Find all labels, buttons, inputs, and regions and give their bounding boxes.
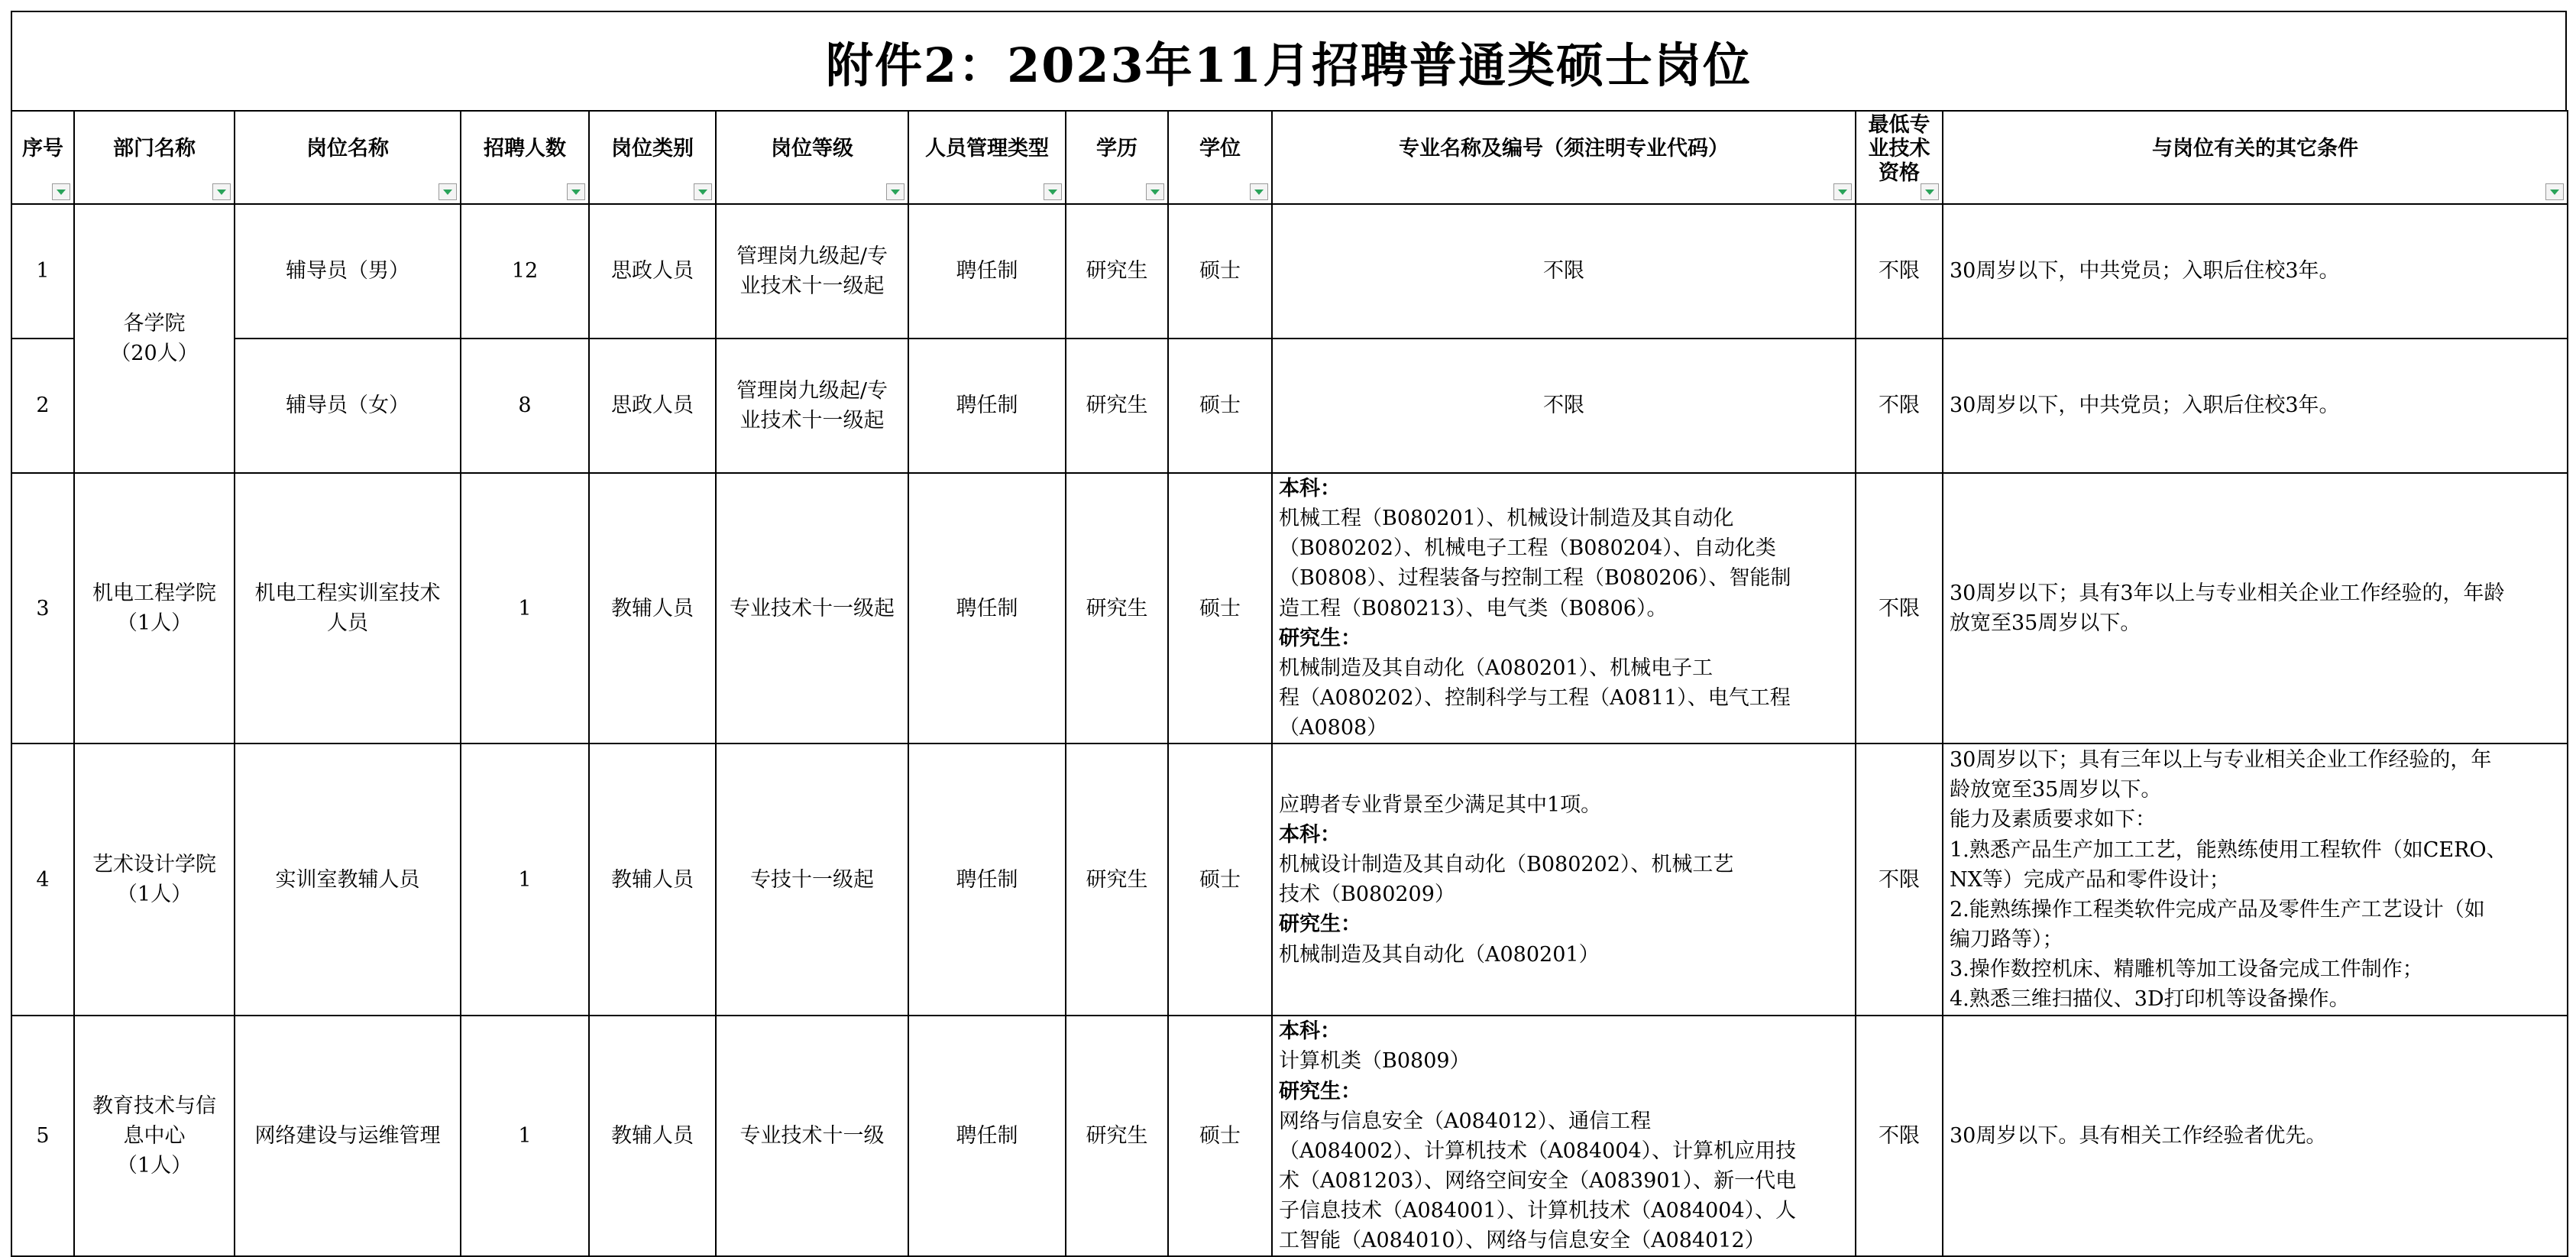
department-cell-line: （1人） <box>116 1154 193 1178</box>
department-cell-line: 机电工程学院 <box>92 581 216 605</box>
row-number: 3 <box>11 473 74 744</box>
education-cell: 研究生 <box>1066 339 1168 473</box>
qualification-cell: 不限 <box>1856 1016 1943 1256</box>
major-text: （A0808） <box>1279 716 1388 740</box>
major-text: 造工程（B080213）、电气类（B0806）。 <box>1279 596 1668 620</box>
category-cell: 思政人员 <box>589 339 716 473</box>
major-line <box>1279 256 1849 286</box>
management-type-cell: 聘任制 <box>908 204 1066 339</box>
level-cell: 专技十一级起 <box>716 744 908 1016</box>
major-level-label: 研究生： <box>1279 912 1361 937</box>
degree-cell: 硕士 <box>1168 339 1272 473</box>
other-conditions-cell-line: 30周岁以下，中共党员；入职后住校3年。 <box>1950 259 2340 283</box>
header-label: 序号 <box>22 137 63 161</box>
filter-dropdown-icon[interactable] <box>567 183 585 200</box>
level-cell-line: 管理岗九级起/专 <box>736 378 888 403</box>
row-number: 1 <box>11 204 74 339</box>
header-min-qualification <box>1856 111 1943 204</box>
major-text: 程（A080202）、控制科学与工程（A0811）、电气工程 <box>1279 685 1791 710</box>
major-line <box>1279 880 1849 909</box>
education-cell: 研究生 <box>1066 204 1168 339</box>
major-cell <box>1272 744 1856 1016</box>
qualification-cell: 不限 <box>1856 339 1943 473</box>
table-row <box>11 204 2568 339</box>
other-conditions-cell-line: 2.能熟练操作工程类软件完成产品及零件生产工艺设计（如 <box>1950 897 2485 922</box>
level-cell-line: 业技术十一级起 <box>739 409 885 432</box>
level-cell: 专业技术十一级 <box>716 1016 908 1256</box>
count-cell: 12 <box>461 204 589 339</box>
major-line <box>1279 1226 1849 1255</box>
major-text: 不限 <box>1543 259 1584 283</box>
header-label: 学位 <box>1199 137 1241 161</box>
level-cell <box>716 339 908 473</box>
header-department <box>74 111 235 204</box>
header-label: 岗位类别 <box>611 137 694 161</box>
major-level-label: 研究生： <box>1279 1079 1361 1103</box>
other-conditions-cell-line: 30周岁以下；具有三年以上与专业相关企业工作经验的，年 <box>1950 748 2492 773</box>
header-major <box>1272 111 1856 204</box>
table-body <box>11 204 2568 1256</box>
filter-dropdown-icon[interactable] <box>1921 183 1939 200</box>
major-text: 机械制造及其自动化（A080201）、机械电子工 <box>1279 656 1714 680</box>
major-text: 应聘者专业背景至少满足其中1项。 <box>1279 792 1602 817</box>
other-conditions-cell-line: 龄放宽至35周岁以下。 <box>1950 778 2162 802</box>
department-cell-line: 各学院 <box>123 311 186 335</box>
filter-dropdown-icon[interactable] <box>1250 183 1268 200</box>
position-cell-line: 机电工程实训室技术 <box>254 581 441 605</box>
major-line <box>1279 909 1849 969</box>
row-number: 2 <box>11 339 74 473</box>
major-text: （B080202）、机械电子工程（B080204）、自动化类 <box>1279 536 1776 561</box>
position-cell: 实训室教辅人员 <box>235 744 461 1016</box>
table-row <box>11 339 2568 473</box>
other-conditions-cell-line: 3.操作数控机床、精雕机等加工设备完成工件制作； <box>1950 957 2423 982</box>
category-cell: 教辅人员 <box>589 473 716 744</box>
header-level <box>716 111 908 204</box>
major-text: 机械制造及其自动化（A080201） <box>1279 942 1600 967</box>
major-line <box>1279 1077 1849 1136</box>
filter-dropdown-icon[interactable] <box>2545 183 2564 200</box>
header-label: 人员管理类型 <box>925 137 1049 161</box>
header-no <box>11 111 74 204</box>
degree-cell: 硕士 <box>1168 204 1272 339</box>
position-cell: 网络建设与运维管理 <box>235 1016 461 1256</box>
major-line <box>1279 713 1849 743</box>
department-cell <box>74 473 235 744</box>
positions-table <box>11 110 2568 1257</box>
header-other-conditions <box>1943 111 2568 204</box>
filter-dropdown-icon[interactable] <box>1146 183 1164 200</box>
other-conditions-cell-line: NX等）完成产品和零件设计； <box>1950 867 2230 892</box>
count-cell: 8 <box>461 339 589 473</box>
position-cell: 辅导员（男） <box>235 204 461 339</box>
major-text: 网络与信息安全（A084012）、通信工程 <box>1279 1109 1652 1133</box>
major-line <box>1279 563 1849 593</box>
major-line <box>1279 594 1849 624</box>
department-cell-line: 息中心 <box>123 1124 186 1148</box>
management-type-cell: 聘任制 <box>908 473 1066 744</box>
major-line <box>1279 390 1849 420</box>
department-cell-line: 艺术设计学院 <box>92 853 216 877</box>
table-row <box>11 744 2568 1016</box>
degree-cell: 硕士 <box>1168 744 1272 1016</box>
header-label: 最低专业技术资格 <box>1868 113 1930 185</box>
major-text: （A084002）、计算机技术（A084004）、计算机应用技 <box>1279 1139 1797 1163</box>
department-cell-line: 教育技术与信 <box>92 1094 216 1119</box>
position-cell: 辅导员（女） <box>235 339 461 473</box>
major-text: 技术（B080209） <box>1279 883 1455 907</box>
level-cell-line: 业技术十一级起 <box>739 274 885 298</box>
other-conditions-cell-line: 1.熟悉产品生产加工工艺，能熟练使用工程软件（如CERO、 <box>1950 837 2507 862</box>
other-conditions-cell-line: 30周岁以下。具有相关工作经验者优先。 <box>1950 1124 2327 1148</box>
level-cell: 专业技术十一级起 <box>716 473 908 744</box>
header-category <box>589 111 716 204</box>
department-cell-line: （1人） <box>116 611 193 636</box>
education-cell: 研究生 <box>1066 744 1168 1016</box>
other-conditions-cell-line: 4.熟悉三维扫描仪、3D打印机等设备操作。 <box>1950 987 2350 1012</box>
header-count <box>461 111 589 204</box>
filter-dropdown-icon[interactable] <box>52 183 70 200</box>
row-number: 4 <box>11 744 74 1016</box>
filter-dropdown-icon[interactable] <box>1044 183 1062 200</box>
filter-dropdown-icon[interactable] <box>439 183 457 200</box>
major-line <box>1279 1166 1849 1196</box>
major-line <box>1279 820 1849 880</box>
major-text: 机械工程（B080201）、机械设计制造及其自动化 <box>1279 507 1734 531</box>
education-cell: 研究生 <box>1066 473 1168 744</box>
table-row <box>11 473 2568 744</box>
other-conditions-cell-line: 30周岁以下；具有3年以上与专业相关企业工作经验的，年龄 <box>1950 581 2505 605</box>
degree-cell: 硕士 <box>1168 473 1272 744</box>
count-cell: 1 <box>461 1016 589 1256</box>
header-degree <box>1168 111 1272 204</box>
header-position <box>235 111 461 204</box>
qualification-cell: 不限 <box>1856 204 1943 339</box>
major-level-label: 本科： <box>1279 477 1341 501</box>
management-type-cell: 聘任制 <box>908 744 1066 1016</box>
department-cell-line: （20人） <box>110 342 199 365</box>
qualification-cell: 不限 <box>1856 744 1943 1016</box>
major-cell <box>1272 339 1856 473</box>
row-number: 5 <box>11 1016 74 1256</box>
management-type-cell: 聘任制 <box>908 339 1066 473</box>
major-line <box>1279 1136 1849 1166</box>
count-cell: 1 <box>461 744 589 1016</box>
filter-dropdown-icon[interactable] <box>1833 183 1852 200</box>
major-text: （B0808）、过程装备与控制工程（B080206）、智能制 <box>1279 566 1791 591</box>
header-label: 岗位等级 <box>771 137 853 161</box>
other-conditions-cell-line: 能力及素质要求如下： <box>1950 808 2156 832</box>
other-conditions-cell <box>1943 204 2568 339</box>
other-conditions-cell-line: 30周岁以下，中共党员；入职后住校3年。 <box>1950 394 2340 418</box>
other-conditions-cell-line: 放宽至35周岁以下。 <box>1950 611 2141 636</box>
major-line <box>1279 1196 1849 1226</box>
major-line <box>1279 624 1849 683</box>
major-text: 不限 <box>1543 394 1584 418</box>
qualification-cell: 不限 <box>1856 473 1943 744</box>
category-cell: 教辅人员 <box>589 1016 716 1256</box>
major-cell <box>1272 1016 1856 1256</box>
header-label: 与岗位有关的其它条件 <box>2152 137 2358 161</box>
major-text: 工智能（A084010）、网络与信息安全（A084012） <box>1279 1229 1765 1253</box>
filter-dropdown-icon[interactable] <box>694 183 712 200</box>
category-cell: 教辅人员 <box>589 744 716 1016</box>
level-cell <box>716 204 908 339</box>
major-cell <box>1272 473 1856 744</box>
department-cell <box>74 1016 235 1256</box>
category-cell: 思政人员 <box>589 204 716 339</box>
other-conditions-cell <box>1943 1016 2568 1256</box>
major-cell <box>1272 204 1856 339</box>
department-cell <box>74 204 235 473</box>
major-text: 子信息技术（A084001）、计算机技术（A084004）、人 <box>1279 1199 1797 1223</box>
major-line <box>1279 533 1849 563</box>
major-level-label: 研究生： <box>1279 626 1361 650</box>
filter-dropdown-icon[interactable] <box>886 183 905 200</box>
other-conditions-cell-line: 编刀路等）； <box>1950 927 2063 951</box>
management-type-cell: 聘任制 <box>908 1016 1066 1256</box>
position-cell <box>235 473 461 744</box>
header-label: 专业名称及编号（须注明专业代码） <box>1399 137 1729 161</box>
header-label: 部门名称 <box>113 137 196 161</box>
education-cell: 研究生 <box>1066 1016 1168 1256</box>
level-cell-line: 管理岗九级起/专 <box>736 244 888 268</box>
degree-cell: 硕士 <box>1168 1016 1272 1256</box>
page-title: 附件2：2023年11月招聘普通类硕士岗位 <box>11 11 2567 110</box>
major-text: 计算机类（B0809） <box>1279 1049 1471 1074</box>
header-label: 招聘人数 <box>484 137 566 161</box>
department-cell-line: （1人） <box>116 883 193 907</box>
major-level-label: 本科： <box>1279 822 1341 847</box>
major-line <box>1279 1016 1849 1076</box>
major-level-label: 本科： <box>1279 1019 1341 1044</box>
other-conditions-cell <box>1943 473 2568 744</box>
filter-dropdown-icon[interactable] <box>212 183 231 200</box>
major-line <box>1279 474 1849 533</box>
header-label: 岗位名称 <box>306 137 389 161</box>
header-row <box>11 111 2568 204</box>
major-line <box>1279 790 1849 820</box>
header-education <box>1066 111 1168 204</box>
department-cell <box>74 744 235 1016</box>
header-label: 学历 <box>1096 137 1138 161</box>
spreadsheet <box>11 11 2567 1257</box>
major-line <box>1279 683 1849 713</box>
other-conditions-cell <box>1943 744 2568 1016</box>
table-row <box>11 1016 2568 1256</box>
major-text: 机械设计制造及其自动化（B080202）、机械工艺 <box>1279 853 1734 877</box>
major-text: 术（A081203）、网络空间安全（A083901）、新一代电 <box>1279 1168 1797 1193</box>
position-cell-line: 人员 <box>327 611 368 636</box>
header-management-type <box>908 111 1066 204</box>
other-conditions-cell <box>1943 339 2568 473</box>
count-cell: 1 <box>461 473 589 744</box>
